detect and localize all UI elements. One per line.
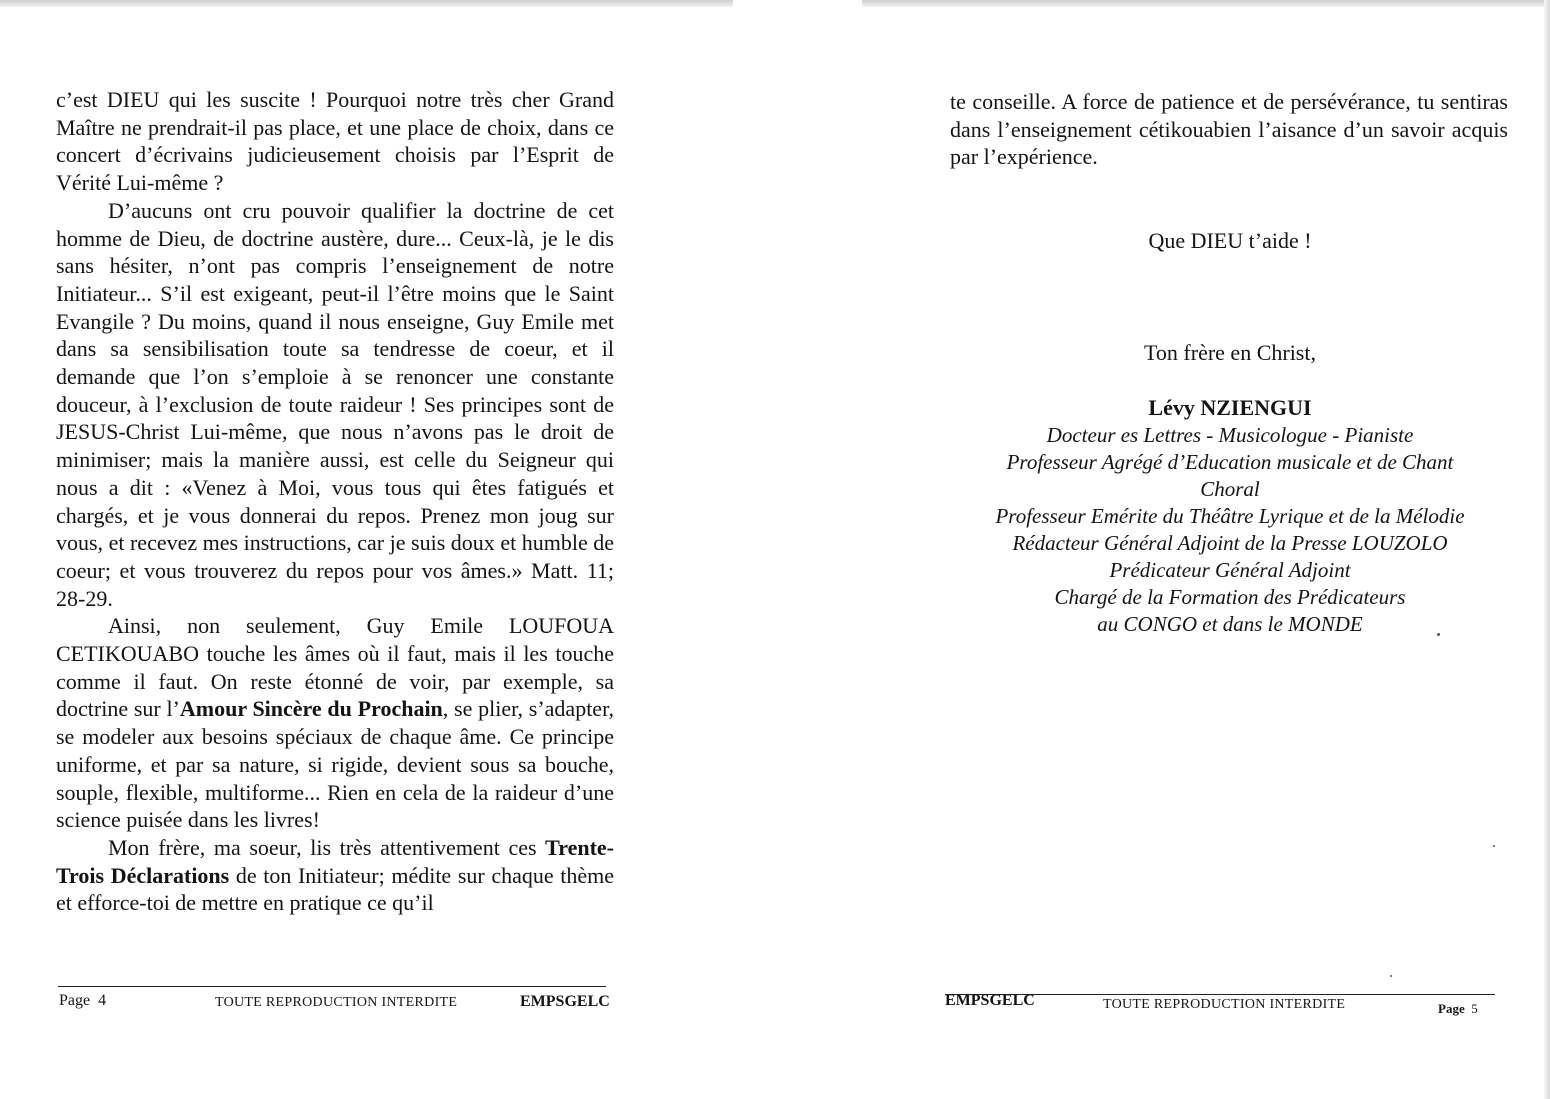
body-paragraph [56,834,614,917]
bold-phrase: Trente-Trois Déclarations [56,834,614,888]
credential-line: au CONGO et dans le MONDE [1097,612,1363,636]
right-page-top-edge [862,0,1550,7]
body-paragraph [56,197,614,613]
print-speck [1493,845,1495,847]
text-run: de ton Initiateur; médite sur chaque thème et efforce-toi de mettre en pratique ce qu’il [56,862,614,916]
right-page-edge [1544,0,1550,1099]
text-run: D’aucuns ont cru pouvoir qualifier la doctrine de cet homme de Dieu, de doctrine austère, dure... Ceux-là, je le dis sans hésiter, n’ont pas compris l’enseignement de notre Initiateur... S’il est exigeant, peut-il l’être moins que le Saint Evangile ? Du moins, quand il nous enseigne, Guy Emile met dans sa sensibilisation toute sa tendresse de coeur, et il demande que l’on s’emploie à se renoncer une constante douceur, à l’exclusion de toute raideur ! Ses principes sont de JESUS-Christ Lui-même, que nous n’avons pas le droit de minimiser; mais la manière aussi, est celle du Seigneur qui nous a dit : «Venez à Moi, vous tous qui êtes fatigués et chargés, et je vous donnerai du repos. Prenez mon joug sur vous, et recevez mes instructions, car je suis doux et humble de coeur; et vous trouverez du repos pour vos âmes.» Matt. 11; 28-29. [56,197,614,611]
credential-line: Prédicateur Général Adjoint [1109,558,1351,582]
left-page-body-text [56,86,614,917]
right-footer-page-number: 5 [1471,1001,1478,1016]
right-page-continuation [950,88,1508,171]
text-run: , se plier, s’adapter, se modeler aux besoins spéciaux de chaque âme. Ce principe uniforme, et par sa nature, si rigide, devient sous sa bouche, souple, flexible, multiforme... Rien en cela de la raideur d’une science puisée dans les livres! [56,696,615,833]
credential-line: Professeur Emérite du Théâtre Lyrique et de la Mélodie [995,504,1465,528]
right-footer-page-label: Page [1438,1001,1465,1016]
left-footer-page-label: Page [59,992,91,1009]
author-last-name: NZIENGUI [1200,395,1312,420]
credential-line: Rédacteur Général Adjoint de la Presse LOUZOLO [1012,531,1448,555]
credential-line: Docteur es Lettres - Musicologue - Pianiste [1046,423,1414,447]
text-run: Ainsi, non seulement, Guy Emile LOUFOUA CETIKOUABO touche les âmes où il faut, mais il les touche comme il faut. On reste étonné de voir, par exemple, sa doctrine sur l’ [56,613,614,722]
closing-line: Ton frère en Christ, [1144,340,1316,365]
left-footer-publisher: EMPSGELC [520,993,610,1010]
text-run: Mon frère, ma soeur, lis très attentivement ces [108,834,546,860]
page-gutter [735,0,860,1099]
body-paragraph [56,86,614,197]
left-footer-page-number: 4 [98,992,107,1009]
right-footer-publisher: EMPSGELC [945,992,1035,1009]
author-first-name: Lévy [1148,395,1195,420]
left-footer-page [59,992,106,1010]
left-footer-rule [58,986,606,987]
continuation-paragraph: te conseille. A force de patience et de persévérance, tu sentiras dans l’enseignement cétikouabien l’aisance d’un savoir acquis par l’expérience. [950,89,1508,170]
right-footer-page [1438,1001,1478,1017]
credential-line: Choral [1200,477,1260,501]
author-credentials [930,422,1530,638]
credential-line: Professeur Agrégé d’Education musicale et de Chant [1006,450,1454,474]
left-footer-notice: TOUTE REPRODUCTION INTERDITE [215,995,458,1010]
credential-line: Chargé de la Formation des Prédicateurs [1054,585,1406,609]
left-page-top-edge [0,0,733,7]
print-speck [1390,975,1392,977]
bold-phrase: Amour Sincère du Prochain [179,696,443,722]
print-speck [1437,633,1440,636]
body-paragraph [56,612,614,834]
right-footer-notice: TOUTE REPRODUCTION INTERDITE [1103,997,1346,1012]
author-name [930,395,1530,421]
blessing-line: Que DIEU t’aide ! [1148,228,1312,253]
text-run: c’est DIEU qui les suscite ! Pourquoi notre très cher Grand Maître ne prendrait-il pas place, et une place de choix, dans ce concert d’écrivains judicieusement choisis par l’Esprit de Vérité Lui-même ? [56,87,614,196]
